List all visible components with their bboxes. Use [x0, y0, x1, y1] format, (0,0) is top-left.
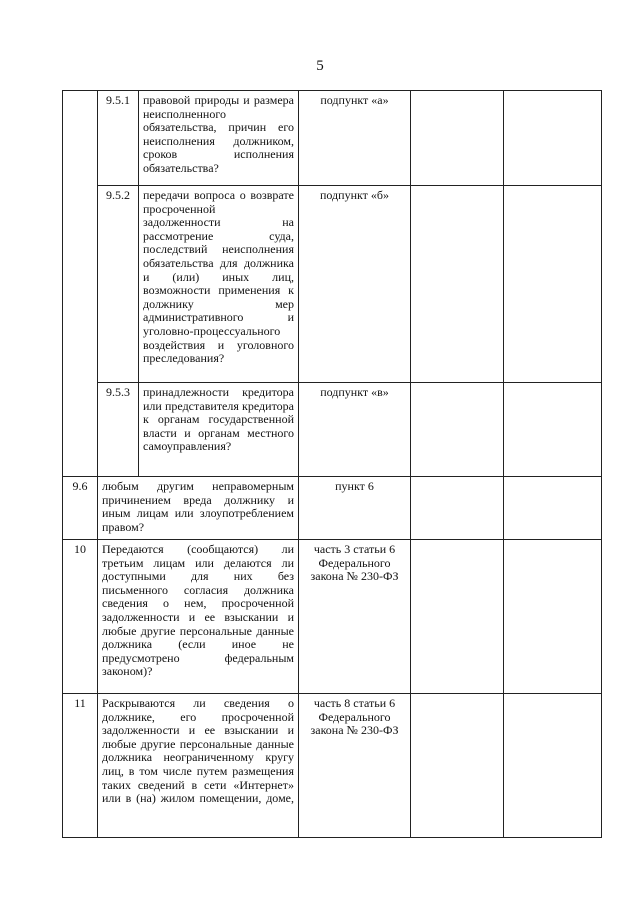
- note-cell: [504, 694, 602, 838]
- legal-reference: часть 8 статьи 6 Федерального закона № 230-ФЗ: [299, 694, 411, 838]
- parent-number-cell: [63, 91, 98, 477]
- note-cell: [504, 383, 602, 477]
- answer-cell: [411, 694, 504, 838]
- question-text: передачи вопроса о возврате просроченной задолженности на рассмотрение суда, последствий неисполнения обязательства для должника и (или) иных лиц, возможности применения к должнику мер административного и уголовно-процессуального воздействия и уголовного преследования?: [139, 186, 299, 383]
- note-cell: [504, 186, 602, 383]
- item-number: 11: [63, 694, 98, 838]
- question-text: Передаются (сообщаются) ли третьим лицам или делаются ли доступными для них без письменного согласия должника сведения о нем, просроченной задолженности и ее взыскании и любые другие персональные данные должника (если иное не предусмотрено федеральным законом)?: [98, 540, 299, 694]
- note-cell: [504, 540, 602, 694]
- answer-cell: [411, 186, 504, 383]
- legal-reference: подпункт «б»: [299, 186, 411, 383]
- item-number: 9.5.1: [98, 91, 139, 186]
- answer-cell: [411, 383, 504, 477]
- table-row: [63, 694, 602, 838]
- table-row: [63, 91, 602, 186]
- answer-cell: [411, 477, 504, 540]
- answer-cell: [411, 91, 504, 186]
- page-number: 5: [316, 58, 324, 74]
- legal-reference: часть 3 статьи 6 Федерального закона № 230-ФЗ: [299, 540, 411, 694]
- note-cell: [504, 91, 602, 186]
- table-row: [63, 383, 602, 477]
- legal-reference: пункт 6: [299, 477, 411, 540]
- checklist-table: [62, 90, 602, 838]
- legal-reference: подпункт «а»: [299, 91, 411, 186]
- item-number: 10: [63, 540, 98, 694]
- question-text: правовой природы и размера неисполненного обязательства, причин его неисполнения должником, сроков исполнения обязательства?: [139, 91, 299, 186]
- item-number: 9.6: [63, 477, 98, 540]
- note-cell: [504, 477, 602, 540]
- item-number: 9.5.2: [98, 186, 139, 383]
- question-text: принадлежности кредитора или представителя кредитора к органам государственной власти и органам местного самоуправления?: [139, 383, 299, 477]
- legal-reference: подпункт «в»: [299, 383, 411, 477]
- question-text: любым другим неправомерным причинением вреда должнику и иным лицам или злоупотреблением правом?: [98, 477, 299, 540]
- item-number: 9.5.3: [98, 383, 139, 477]
- question-text: Раскрываются ли сведения о должнике, его просроченной задолженности и ее взыскании и любые другие персональные данные должника неограниченному кругу лиц, в том числе путем размещения таких сведений в сети «Интернет» или в (на) жилом помещении, доме,: [98, 694, 299, 838]
- table-row: [63, 186, 602, 383]
- table-row: [63, 540, 602, 694]
- answer-cell: [411, 540, 504, 694]
- table-row: [63, 477, 602, 540]
